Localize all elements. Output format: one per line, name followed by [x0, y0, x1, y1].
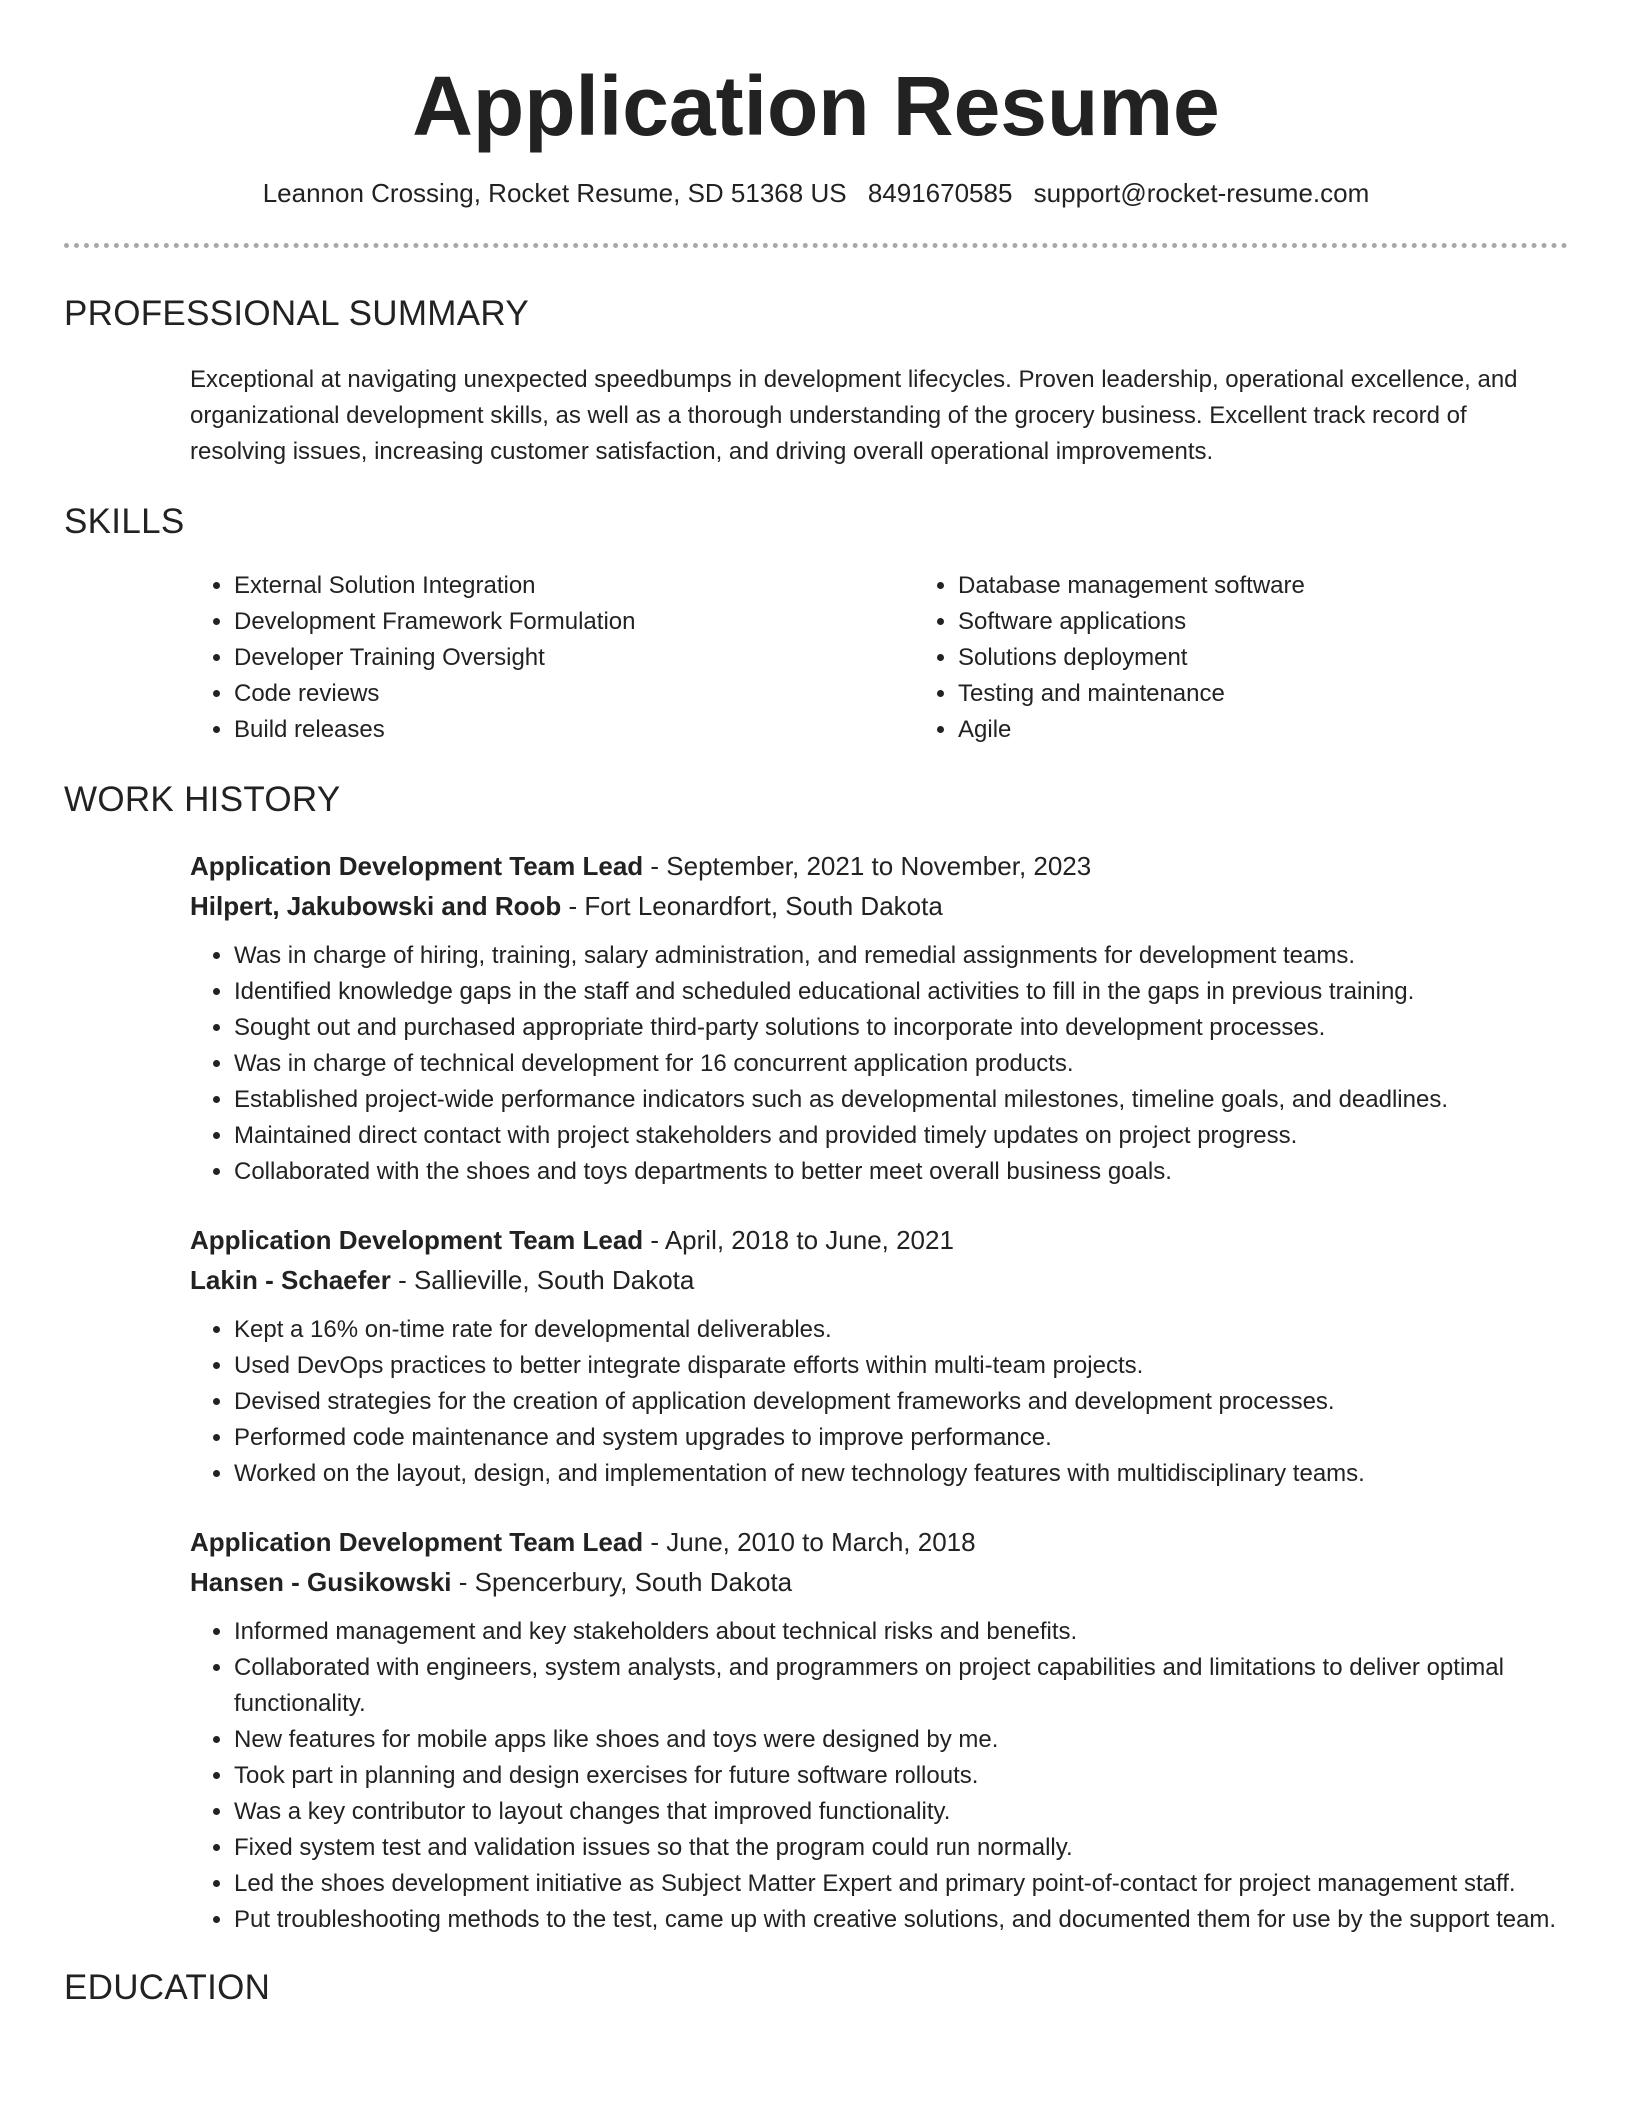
skill-item: • Developer Training Oversight — [234, 640, 914, 676]
job-bullet: • Collaborated with the shoes and toys departments to better meet overall business goals. — [234, 1154, 1568, 1190]
job-location: - Sallieville, South Dakota — [390, 1265, 695, 1295]
job-title: Application Development Team Lead — [190, 851, 644, 881]
job-bullet: • Was a key contributor to layout changes that improved functionality. — [234, 1794, 1568, 1830]
job-company: Lakin - Schaefer — [190, 1265, 391, 1295]
job-entry — [190, 1220, 1568, 1492]
skills-section — [64, 502, 1568, 748]
skills-columns — [190, 568, 1568, 748]
job-location: - Spencerbury, South Dakota — [451, 1567, 793, 1597]
job-bullet: • Was in charge of hiring, training, salary administration, and remedial assignments for development teams. — [234, 938, 1568, 974]
job-bullet: • Led the shoes development initiative as Subject Matter Expert and primary point-of-contact for project management staff. — [234, 1866, 1568, 1902]
job-bullet: • Sought out and purchased appropriate third-party solutions to incorporate into development processes. — [234, 1010, 1568, 1046]
contact-email: support@rocket-resume.com — [1033, 178, 1370, 208]
resume-title: Application Resume — [412, 59, 1220, 153]
job-bullet: • Informed management and key stakeholders about technical risks and benefits. — [234, 1614, 1568, 1650]
job-title-line — [190, 846, 1568, 886]
job-bullet: • Fixed system test and validation issues so that the program could run normally. — [234, 1830, 1568, 1866]
job-bullets — [190, 1312, 1568, 1492]
contact-line — [64, 178, 1568, 209]
job-bullet: • Performed code maintenance and system upgrades to improve performance. — [234, 1420, 1568, 1456]
section-heading-education: EDUCATION — [64, 1968, 271, 2007]
job-bullet: • Kept a 16% on-time rate for developmental deliverables. — [234, 1312, 1568, 1348]
work-history-section — [64, 780, 1568, 1938]
job-bullet: • Maintained direct contact with project stakeholders and provided timely updates on project progress. — [234, 1118, 1568, 1154]
contact-phone: 8491670585 — [867, 178, 1013, 208]
skill-item: • Code reviews — [234, 676, 914, 712]
job-dates: - April, 2018 to June, 2021 — [643, 1225, 954, 1255]
skill-item: • Build releases — [234, 712, 914, 748]
job-bullets — [190, 938, 1568, 1190]
job-bullets — [190, 1614, 1568, 1938]
job-title: Application Development Team Lead — [190, 1527, 644, 1557]
job-title-line — [190, 1522, 1568, 1562]
skill-item: • Software applications — [958, 604, 1305, 640]
job-bullet: • Worked on the layout, design, and implementation of new technology features with multidisciplinary teams. — [234, 1456, 1568, 1492]
job-entry — [190, 846, 1568, 1190]
skill-item: • Agile — [958, 712, 1305, 748]
job-dates: - June, 2010 to March, 2018 — [643, 1527, 976, 1557]
job-entry — [190, 1522, 1568, 1938]
job-bullet: • Used DevOps practices to better integrate disparate efforts within multi-team projects. — [234, 1348, 1568, 1384]
job-bullet: • Took part in planning and design exercises for future software rollouts. — [234, 1758, 1568, 1794]
skill-item: • Solutions deployment — [958, 640, 1305, 676]
job-bullet: • Put troubleshooting methods to the test, came up with creative solutions, and documented them for use by the support team. — [234, 1902, 1568, 1938]
job-title: Application Development Team Lead — [190, 1225, 644, 1255]
job-company-line — [190, 1562, 1568, 1602]
job-bullet: • Collaborated with engineers, system analysts, and programmers on project capabilities and limitations to deliver optimal functionality. — [234, 1650, 1568, 1722]
header-divider — [64, 243, 1568, 248]
summary-text: Exceptional at navigating unexpected speedbumps in development lifecycles. Proven leadership, operational excellence, and organizational development skills, as well as a thorough understanding of the grocery business. Excellent track record of resolving issues, increasing customer satisfaction, and driving overall operational improvements. — [190, 366, 1518, 465]
education-section — [64, 1968, 1568, 2008]
job-dates: - September, 2021 to November, 2023 — [643, 851, 1092, 881]
job-bullet: • Was in charge of technical development for 16 concurrent application products. — [234, 1046, 1568, 1082]
job-bullet: • New features for mobile apps like shoes and toys were designed by me. — [234, 1722, 1568, 1758]
skill-item: • Development Framework Formulation — [234, 604, 914, 640]
job-bullet: • Identified knowledge gaps in the staff and scheduled educational activities to fill in the gaps in previous training. — [234, 974, 1568, 1010]
skill-item: • Testing and maintenance — [958, 676, 1305, 712]
section-heading-summary: PROFESSIONAL SUMMARY — [64, 294, 529, 333]
job-company: Hilpert, Jakubowski and Roob — [190, 891, 562, 921]
section-heading-skills: SKILLS — [64, 502, 185, 541]
job-company-line — [190, 1260, 1568, 1300]
job-location: - Fort Leonardfort, South Dakota — [561, 891, 943, 921]
job-bullet: • Established project-wide performance indicators such as developmental milestones, timeline goals, and deadlines. — [234, 1082, 1568, 1118]
contact-address: Leannon Crossing, Rocket Resume, SD 51368 US — [262, 178, 847, 208]
job-company-line — [190, 886, 1568, 926]
section-heading-work: WORK HISTORY — [64, 780, 341, 819]
skill-item: • Database management software — [958, 568, 1305, 604]
professional-summary-section — [64, 294, 1568, 470]
job-bullet: • Devised strategies for the creation of application development frameworks and development processes. — [234, 1384, 1568, 1420]
job-company: Hansen - Gusikowski — [190, 1567, 452, 1597]
job-title-line — [190, 1220, 1568, 1260]
skill-item: • External Solution Integration — [234, 568, 914, 604]
skills-list-left — [190, 568, 914, 748]
skills-list-right — [914, 568, 1305, 748]
